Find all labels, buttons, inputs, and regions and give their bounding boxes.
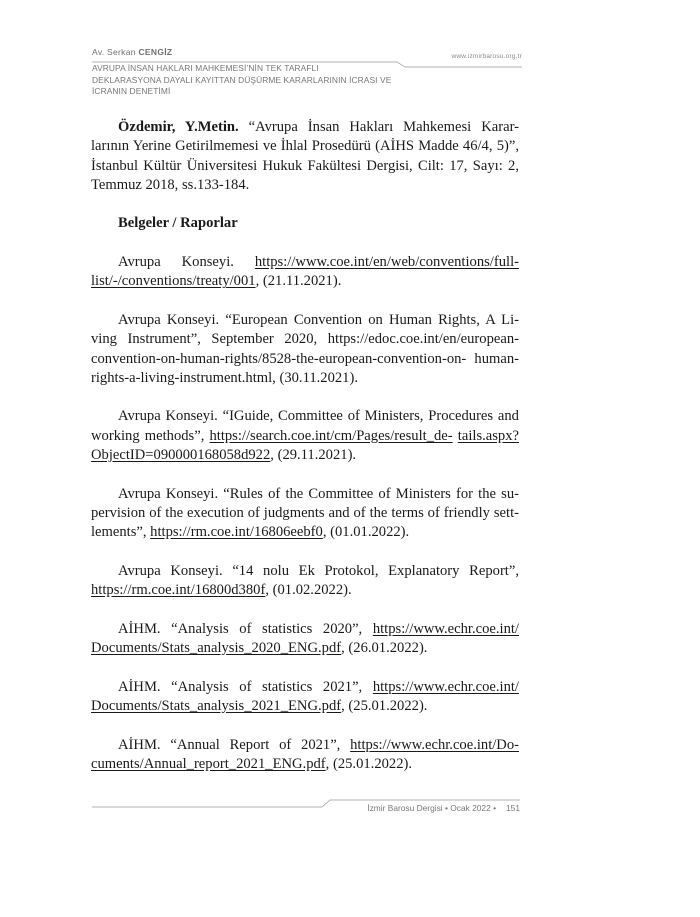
- footer-journal: İzmir Barosu Dergisi • Ocak 2022 •: [367, 803, 497, 813]
- reference-entry: AİHM. “Annual Report of 2021”, https://www.echr.coe.int/Do- cuments/Annual_report_2021_ENG.pdf, (25.01.2022).: [91, 736, 519, 772]
- reference-link[interactable]: https://search.coe.int/cm/Pages/result_de-: [209, 427, 453, 444]
- running-title-line: DEKLARASYONA DAYALI KAYITTAN DÜŞÜRME KARARLARININ İCRASI VE: [92, 74, 392, 85]
- reference-link[interactable]: Documents/Stats_analysis_2020_ENG.pdf: [91, 640, 342, 657]
- reference-link[interactable]: https://rm.coe.int/16800d380f: [91, 582, 266, 599]
- reference-entry: Avrupa Konseyi. “Rules of the Committee of Ministers for the su- pervision of the execution of judgments and of the terms of friendly sett- lements”, https://rm.coe.int/16806eebf0, (01.01.2022).: [91, 485, 519, 541]
- reference-link[interactable]: tails.aspx?ObjectID=090000168058d922: [91, 427, 519, 464]
- bibliography-body: [91, 118, 519, 774]
- reference-entry: Avrupa Konseyi. “14 nolu Ek Protokol, Explanatory Report”, https://rm.coe.int/16800d380f, (01.02.2022).: [91, 562, 519, 599]
- footer-text: [367, 803, 520, 813]
- page-header: [92, 47, 522, 98]
- reference-link[interactable]: https://rm.coe.int/16806eebf0: [150, 524, 323, 541]
- reference-entry: AİHM. “Analysis of statistics 2021”, https://www.echr.coe.int/ Documents/Stats_analysis_2021_ENG.pdf, (25.01.2022).: [91, 678, 519, 714]
- author-surname: CENGİZ: [138, 47, 173, 57]
- reference-link[interactable]: https://www.echr.coe.int/: [372, 678, 519, 695]
- author-prefix: Av. Serkan: [92, 47, 136, 57]
- page-footer: [92, 797, 520, 821]
- reference-entry: Avrupa Konseyi. “IGuide, Committee of Ministers, Procedures and working methods”, https://search.coe.int/cm/Pages/result_de- tails.aspx?ObjectID=090000168058d922, (29.11.2021).: [91, 408, 519, 464]
- running-title-line: AVRUPA İNSAN HAKLARI MAHKEMESİ’NİN TEK TARAFLI: [92, 63, 319, 73]
- reference-author: Özdemir, Y.Metin.: [118, 119, 239, 135]
- reference-link[interactable]: https://www.echr.coe.int/: [372, 620, 519, 637]
- reference-entry: Avrupa Konseyi. “European Convention on Human Rights, A Li- ving Instrument”, September 2020, https://edoc.coe.int/en/european- convention-on-human-rights/8528-the-european-convention-on- human-rights-a-living-instrument.html, (30.11.2021).: [91, 311, 519, 386]
- reference-link[interactable]: list/-/conventions/treaty/001: [91, 273, 256, 290]
- header-rule: [92, 59, 522, 69]
- reference-link[interactable]: https://www.coe.int/en/web/conventions/full-: [254, 254, 519, 271]
- reference-entry: Avrupa Konseyi. https://www.coe.int/en/web/conventions/full- list/-/conventions/treaty/001, (21.11.2021).: [91, 254, 519, 290]
- reference-entry: AİHM. “Analysis of statistics 2020”, https://www.echr.coe.int/ Documents/Stats_analysis_2020_ENG.pdf, (26.01.2022).: [91, 620, 519, 657]
- reference-link[interactable]: cuments/Annual_report_2021_ENG.pdf: [91, 755, 326, 772]
- running-title-line: İCRANIN DENETİMİ: [92, 86, 171, 96]
- reference-entry: Özdemir, Y.Metin. “Avrupa İnsan Hakları Mahkemesi Karar- larının Yerine Getirilmemesi ve İhlal Prosedürü (AİHS Madde 46/4, 5)”, İstanbul Kültür Üniversitesi Hukuk Fakültesi Dergisi, Cilt: 17, Sayı: 2, Temmuz 2018, ss.133-184.: [91, 119, 520, 193]
- reference-link[interactable]: https://www.echr.coe.int/Do-: [350, 736, 519, 753]
- header-site: www.izmirbarosu.org.tr: [451, 53, 522, 60]
- page-number: 151: [506, 803, 520, 813]
- section-heading: Belgeler / Raporlar: [118, 215, 238, 232]
- reference-link[interactable]: Documents/Stats_analysis_2021_ENG.pdf: [91, 697, 342, 714]
